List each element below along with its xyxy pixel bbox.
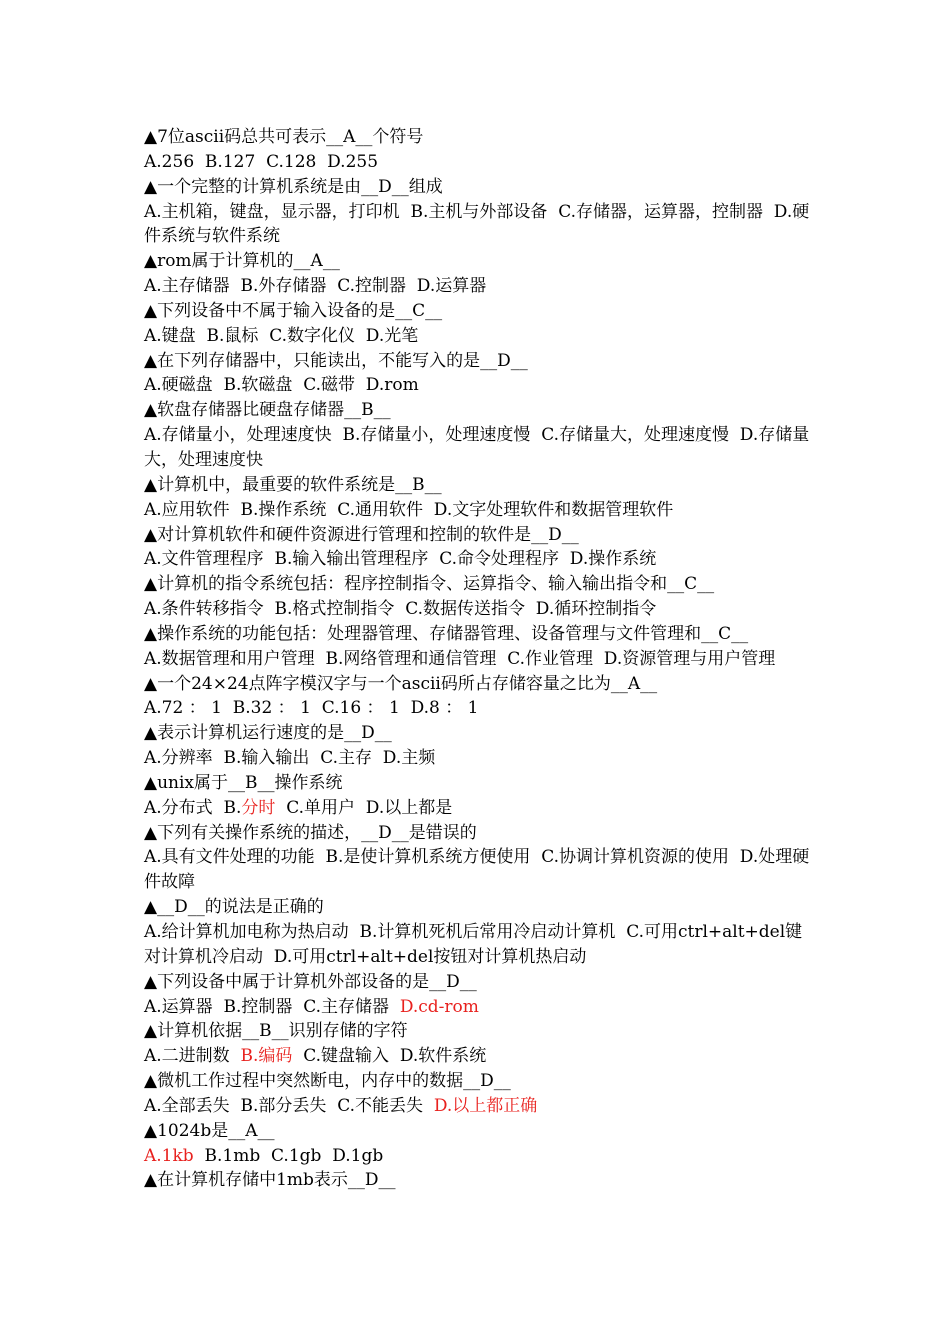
highlighted-answer: A.1kb bbox=[144, 1145, 194, 1166]
question-line bbox=[144, 1019, 812, 1044]
question-line bbox=[144, 622, 812, 647]
text-segment: B.1mb C.1gb D.1gb bbox=[193, 1145, 384, 1166]
document-body bbox=[144, 125, 812, 1193]
text-segment: A.应用软件 B.操作系统 C.通用软件 D.文字处理软件和数据管理软件 bbox=[144, 499, 674, 520]
highlighted-answer: D.cd-rom bbox=[399, 996, 479, 1017]
text-segment: ▲对计算机软件和硬件资源进行管理和控制的软件是__D__ bbox=[144, 524, 579, 545]
text-segment: ▲计算机依据__B__识别存储的字符 bbox=[144, 1021, 408, 1042]
text-segment: ▲在计算机存储中1mb表示__D__ bbox=[144, 1170, 396, 1191]
question-line bbox=[144, 1119, 812, 1144]
text-segment: ▲unix属于__B__操作系统 bbox=[144, 772, 343, 793]
options-line bbox=[144, 150, 812, 175]
text-segment: A.数据管理和用户管理 B.网络管理和通信管理 C.作业管理 D.资源管理与用户管理 bbox=[144, 648, 776, 669]
question-line bbox=[144, 175, 812, 200]
question-line bbox=[144, 1168, 812, 1193]
question-line bbox=[144, 771, 812, 796]
options-line bbox=[144, 696, 812, 721]
question-line bbox=[144, 125, 812, 150]
options-line bbox=[144, 1094, 812, 1119]
text-segment: A.键盘 B.鼠标 C.数字化仪 D.光笔 bbox=[144, 325, 419, 346]
text-segment: A.给计算机加电称为热启动 B.计算机死机后常用冷启动计算机 C.可用ctrl+alt+del键对计算机冷启动 D.可用ctrl+alt+del按钮对计算机热启动 bbox=[144, 922, 803, 967]
options-line bbox=[144, 274, 812, 299]
text-segment: A.具有文件处理的功能 B.是使计算机系统方便使用 C.协调计算机资源的使用 D.处理硬件故障 bbox=[144, 847, 810, 893]
text-segment: A.主存储器 B.外存储器 C.控制器 D.运算器 bbox=[144, 276, 487, 297]
text-segment: A.256 B.127 C.128 D.255 bbox=[144, 151, 379, 172]
options-line bbox=[144, 796, 812, 821]
text-segment: A.条件转移指令 B.格式控制指令 C.数据传送指令 D.循环控制指令 bbox=[144, 599, 657, 620]
question-line bbox=[144, 970, 812, 995]
options-line bbox=[144, 373, 812, 398]
options-line bbox=[144, 845, 812, 895]
options-line bbox=[144, 1144, 812, 1169]
highlighted-answer: D.以上都正确 bbox=[433, 1095, 538, 1116]
highlighted-answer: 分时 bbox=[241, 797, 276, 818]
highlighted-answer: B.编码 bbox=[240, 1046, 293, 1067]
text-segment: A.72 ： 1 B.32 ： 1 C.16 ： 1 D.8 ： 1 bbox=[144, 698, 479, 719]
text-segment: ▲计算机的指令系统包括：程序控制指令、运算指令、输入输出指令和__C__ bbox=[144, 574, 715, 595]
text-segment: ▲7位ascii码总共可表示__A__个符号 bbox=[144, 127, 424, 147]
options-line bbox=[144, 324, 812, 349]
question-line bbox=[144, 349, 812, 374]
text-segment: ▲1024b是__A__ bbox=[144, 1120, 275, 1141]
text-segment: ▲计算机中，最重要的软件系统是__B__ bbox=[144, 474, 442, 495]
text-segment: A.分辨率 B.输入输出 C.主存 D.主频 bbox=[144, 748, 436, 769]
question-line bbox=[144, 1069, 812, 1094]
text-segment: ▲软盘存储器比硬盘存储器__B__ bbox=[144, 400, 391, 421]
text-segment: A.存储量小，处理速度快 B.存储量小，处理速度慢 C.存储量大，处理速度慢 D.存储量大，处理速度快 bbox=[144, 425, 810, 470]
text-segment: ▲rom属于计算机的__A__ bbox=[144, 251, 340, 272]
options-line bbox=[144, 498, 812, 523]
text-segment: A.硬磁盘 B.软磁盘 C.磁带 D.rom bbox=[144, 375, 419, 396]
question-line bbox=[144, 523, 812, 548]
options-line bbox=[144, 597, 812, 622]
question-line bbox=[144, 249, 812, 274]
question-line bbox=[144, 398, 812, 423]
question-line bbox=[144, 473, 812, 498]
text-segment: ▲微机工作过程中突然断电，内存中的数据__D__ bbox=[144, 1071, 511, 1092]
text-segment: ▲操作系统的功能包括：处理器管理、存储器管理、设备管理与文件管理和__C__ bbox=[144, 623, 749, 644]
text-segment: ▲下列设备中属于计算机外部设备的是__D__ bbox=[144, 971, 477, 992]
options-line bbox=[144, 995, 812, 1020]
text-segment: ▲__D__的说法是正确的 bbox=[144, 897, 324, 918]
text-segment: C.单用户 D.以上都是 bbox=[275, 797, 453, 818]
text-segment: ▲一个24×24点阵字模汉字与一个ascii码所占存储容量之比为__A__ bbox=[144, 673, 658, 694]
options-line bbox=[144, 746, 812, 771]
options-line bbox=[144, 920, 812, 970]
question-line bbox=[144, 895, 812, 920]
options-line bbox=[144, 200, 812, 250]
question-line bbox=[144, 572, 812, 597]
text-segment: A.二进制数 bbox=[144, 1046, 241, 1067]
text-segment: ▲在下列存储器中，只能读出，不能写入的是__D__ bbox=[144, 350, 528, 371]
options-line bbox=[144, 647, 812, 672]
question-line bbox=[144, 821, 812, 846]
question-line bbox=[144, 672, 812, 697]
text-segment: A.主机箱，键盘，显示器，打印机 B.主机与外部设备 C.存储器，运算器，控制器 D.硬件系统与软件系统 bbox=[144, 201, 810, 247]
text-segment: A.文件管理程序 B.输入输出管理程序 C.命令处理程序 D.操作系统 bbox=[144, 549, 657, 570]
text-segment: A.分布式 B. bbox=[144, 797, 242, 818]
question-line bbox=[144, 721, 812, 746]
text-segment: ▲表示计算机运行速度的是__D__ bbox=[144, 723, 392, 744]
text-segment: ▲下列有关操作系统的描述，__D__是错误的 bbox=[144, 822, 477, 843]
text-segment: A.运算器 B.控制器 C.主存储器 bbox=[144, 996, 400, 1017]
options-line bbox=[144, 1044, 812, 1069]
text-segment: ▲下列设备中不属于输入设备的是__C__ bbox=[144, 300, 443, 321]
text-segment: A.全部丢失 B.部分丢失 C.不能丢失 bbox=[144, 1095, 434, 1116]
options-line bbox=[144, 423, 812, 473]
options-line bbox=[144, 547, 812, 572]
question-line bbox=[144, 299, 812, 324]
text-segment: C.键盘输入 D.软件系统 bbox=[292, 1046, 487, 1067]
text-segment: ▲一个完整的计算机系统是由__D__组成 bbox=[144, 176, 443, 197]
